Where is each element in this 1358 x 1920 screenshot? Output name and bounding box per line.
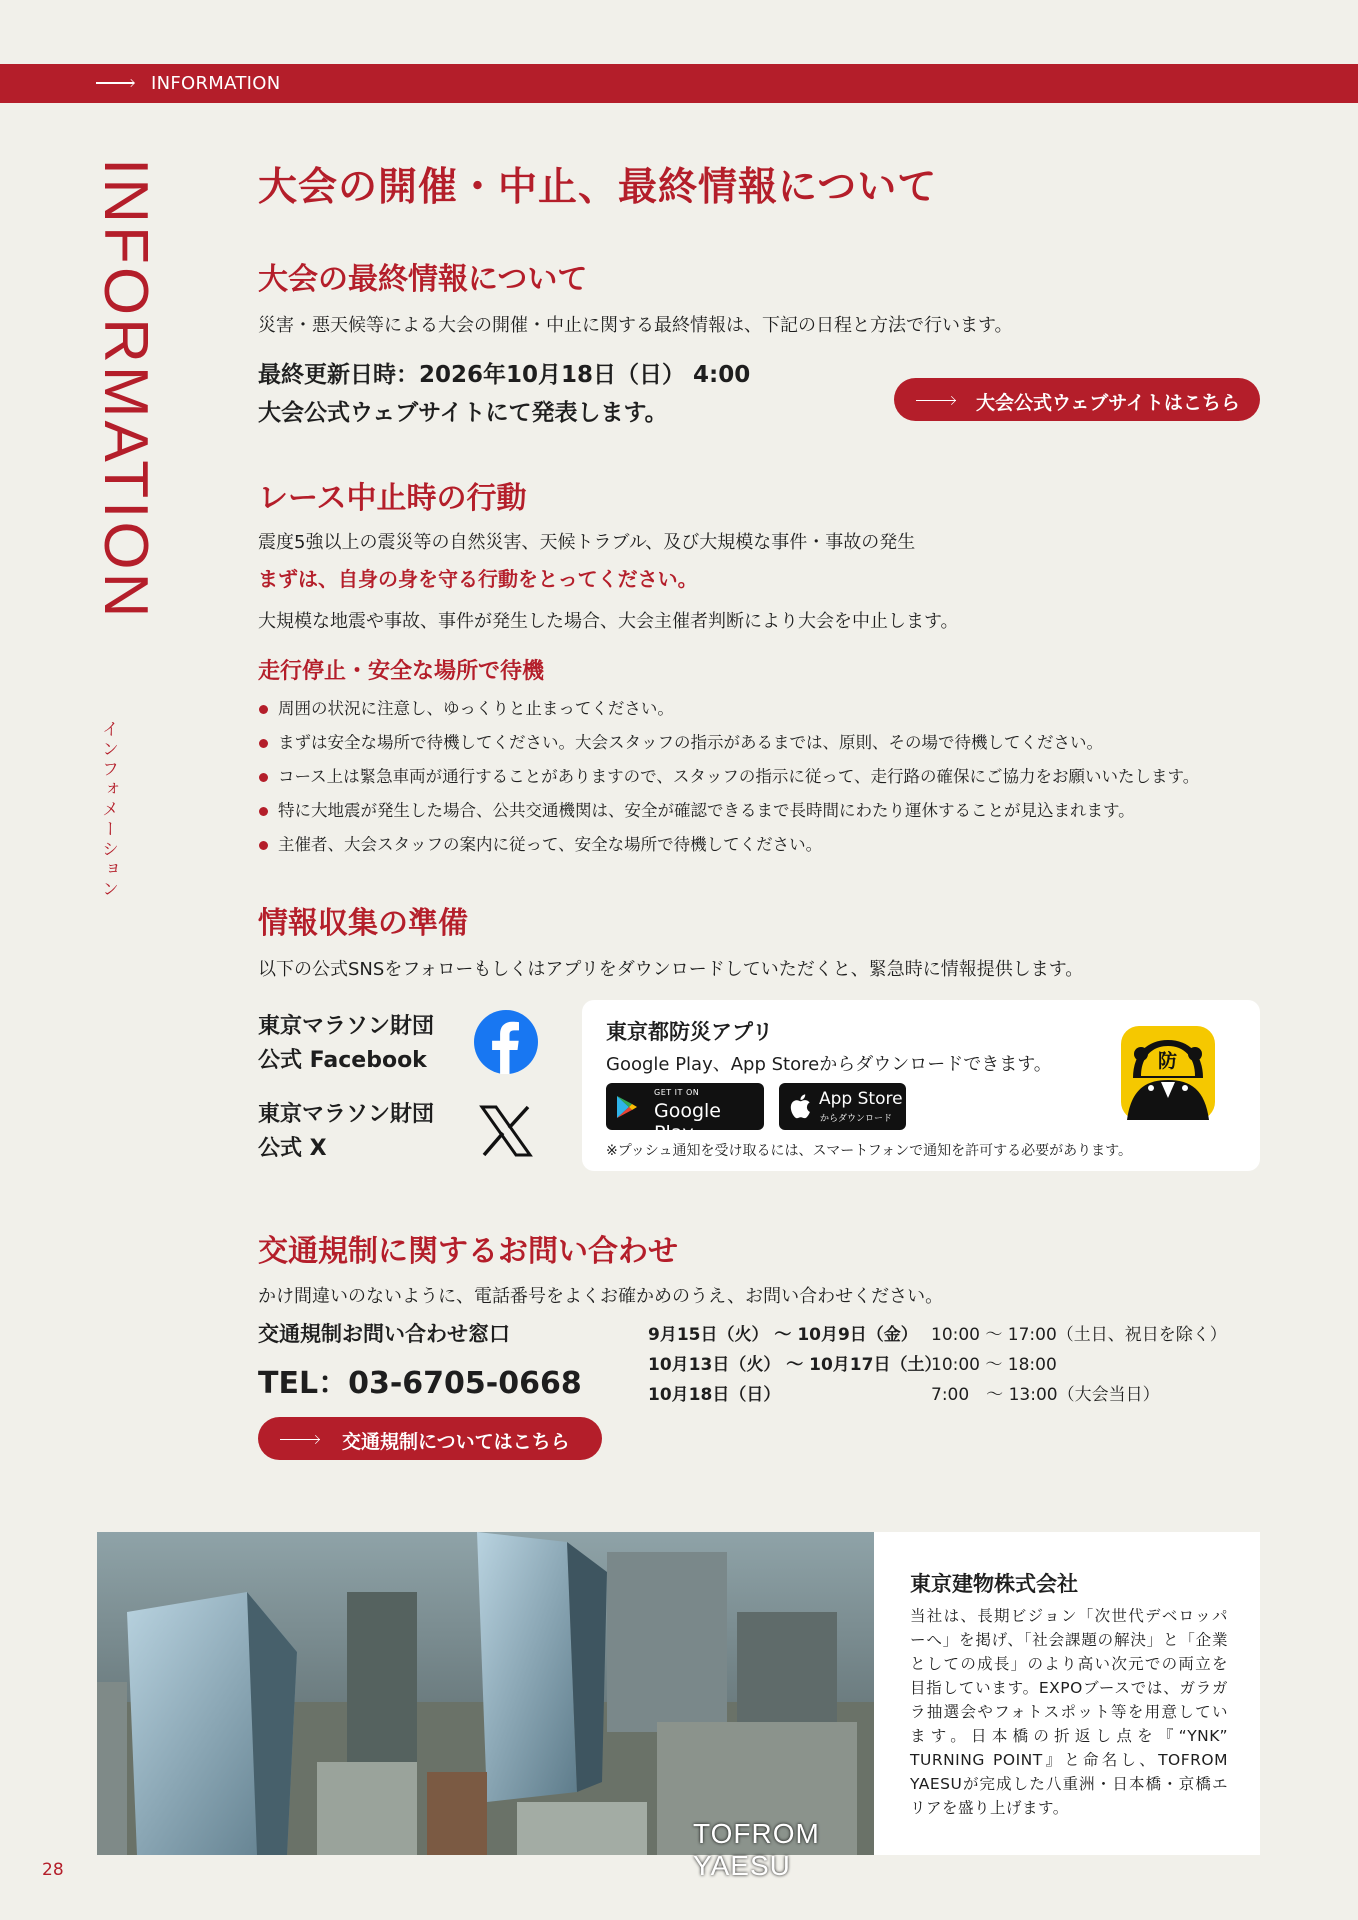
banner-label: INFORMATION <box>151 73 281 94</box>
google-play-small: GET IT ON <box>654 1088 700 1097</box>
app-store-label: App Store <box>819 1089 903 1109</box>
x-icon[interactable] <box>480 1105 532 1157</box>
app-description: Google Play、App Storeからダウンロードできます。 <box>606 1054 1052 1075</box>
arrow-icon <box>916 400 956 402</box>
safety-emphasis: まずは、自身の身を守る行動をとってください。 <box>258 567 698 591</box>
helmet-mascot-icon <box>1121 1026 1215 1120</box>
schedule-times <box>931 1320 1227 1410</box>
announce-text: 大会公式ウェブサイトにて発表します。 <box>258 400 668 426</box>
schedule-dates <box>648 1320 941 1410</box>
app-note: ※プッシュ通知を受け取るには、スマートフォンで通知を許可する必要があります。 <box>606 1143 1132 1159</box>
photo-caption: TOFROM YAESU <box>693 1818 820 1881</box>
side-subtitle: インフォメーション <box>98 720 118 900</box>
update-datetime: 最終更新日時：2026年10月18日（日） 4:00 <box>258 362 751 388</box>
building-photo <box>97 1532 874 1881</box>
google-play-label: Google Play <box>654 1100 722 1144</box>
page-title: 大会の開催・中止、最終情報について <box>258 165 938 210</box>
bousai-app-icon[interactable] <box>1121 1026 1215 1120</box>
official-website-button[interactable] <box>894 378 1260 421</box>
arrow-icon <box>280 1439 320 1441</box>
x-account-line1: 東京マラソン財団 <box>258 1102 435 1127</box>
final-info-text: 災害・悪天候等による大会の開催・中止に関する最終情報は、下記の日程と方法で行います。 <box>258 315 1013 336</box>
schedule-date: 10月18日（日） <box>648 1385 781 1405</box>
google-play-icon <box>616 1095 638 1119</box>
app-icon-char: 防 <box>1158 1050 1178 1072</box>
schedule-date: 9月15日（火） 〜 10月9日（金） <box>648 1325 918 1345</box>
company-description: 当社は、長期ビジョン「次世代デベロッパーへ」を掲げ、「社会課題の解決」と「企業としての成長」のより高い次元での両立を目指しています。EXPOブースでは、ガラガラ抽選会やフォトスポット等を用意しています。日本橋の折返し点を『“YNK” TURNING POINT』と命名し、TOFROM YAESUが完成した八重洲・日本橋・京橋エリアを盛り上げます。 <box>910 1607 1228 1817</box>
arrow-icon <box>96 82 134 84</box>
traffic-tel: TEL：03-6705-0668 <box>258 1366 582 1401</box>
final-info-heading: 大会の最終情報について <box>258 262 588 297</box>
schedule-time: 10:00 〜 17:00（土日、祝日を除く） <box>931 1325 1227 1345</box>
traffic-info-button-label: 交通規制についてはこちら <box>342 1431 570 1453</box>
company-name: 東京建物株式会社 <box>910 1572 1078 1596</box>
stop-wait-subheading: 走行停止・安全な場所で待機 <box>258 659 545 684</box>
traffic-text: かけ間違いのないように、電話番号をよくお確かめのうえ、お問い合わせください。 <box>258 1286 944 1307</box>
app-store-small: からダウンロード <box>820 1114 893 1124</box>
traffic-info-button[interactable] <box>258 1417 602 1460</box>
traffic-heading: 交通規制に関するお問い合わせ <box>258 1234 678 1269</box>
top-banner <box>0 64 1358 103</box>
google-play-button[interactable] <box>606 1083 764 1144</box>
cancel-heading: レース中止時の行動 <box>258 481 527 516</box>
company-box <box>874 1532 1260 1855</box>
prep-heading: 情報収集の準備 <box>258 906 468 941</box>
list-item: 主催者、大会スタッフの案内に従って、安全な場所で待機してください。 <box>258 828 1199 862</box>
app-title: 東京都防災アプリ <box>606 1020 774 1044</box>
facebook-icon[interactable] <box>474 1010 538 1074</box>
app-card <box>582 1000 1260 1171</box>
prep-text: 以下の公式SNSをフォローもしくはアプリをダウンロードしていただくと、緊急時に情報提供します。 <box>258 959 1084 980</box>
list-item: コース上は緊急車両が通行することがありますので、スタッフの指示に従って、走行路の確保にご協力をお願いいたします。 <box>258 760 1199 794</box>
schedule-date: 10月13日（火） 〜 10月17日（土） <box>648 1355 942 1375</box>
traffic-window-label: 交通規制お問い合わせ窓口 <box>258 1322 510 1346</box>
x-account[interactable] <box>258 1098 434 1166</box>
app-store-button[interactable] <box>779 1083 906 1130</box>
list-item: 特に大地震が発生した場合、公共交通機関は、安全が確認できるまで長時間にわたり運休することが見込まれます。 <box>258 794 1199 828</box>
official-website-button-label: 大会公式ウェブサイトはこちら <box>976 392 1240 414</box>
cancel-text: 震度5強以上の震災等の自然災害、天候トラブル、及び大規模な事件・事故の発生 <box>258 532 916 553</box>
cancel-decision-text: 大規模な地震や事故、事件が発生した場合、大会主催者判断により大会を中止します。 <box>258 611 959 632</box>
facebook-account-line1: 東京マラソン財団 <box>258 1014 435 1039</box>
facebook-account-line2: 公式 Facebook <box>258 1048 427 1073</box>
page-number: 28 <box>42 1860 64 1880</box>
list-item: 周囲の状況に注意し、ゆっくりと止まってください。 <box>258 692 1199 726</box>
apple-icon <box>789 1093 811 1119</box>
schedule-time: 7:00 〜 13:00（大会当日） <box>931 1385 1160 1405</box>
instruction-list <box>258 692 1199 862</box>
facebook-account[interactable] <box>258 1010 434 1078</box>
list-item: まずは安全な場所で待機してください。大会スタッフの指示があるまでは、原則、その場で待機してください。 <box>258 726 1199 760</box>
side-title: INFORMATION <box>91 158 160 621</box>
x-account-line2: 公式 X <box>258 1136 327 1161</box>
schedule-time: 10:00 〜 18:00 <box>931 1355 1057 1375</box>
